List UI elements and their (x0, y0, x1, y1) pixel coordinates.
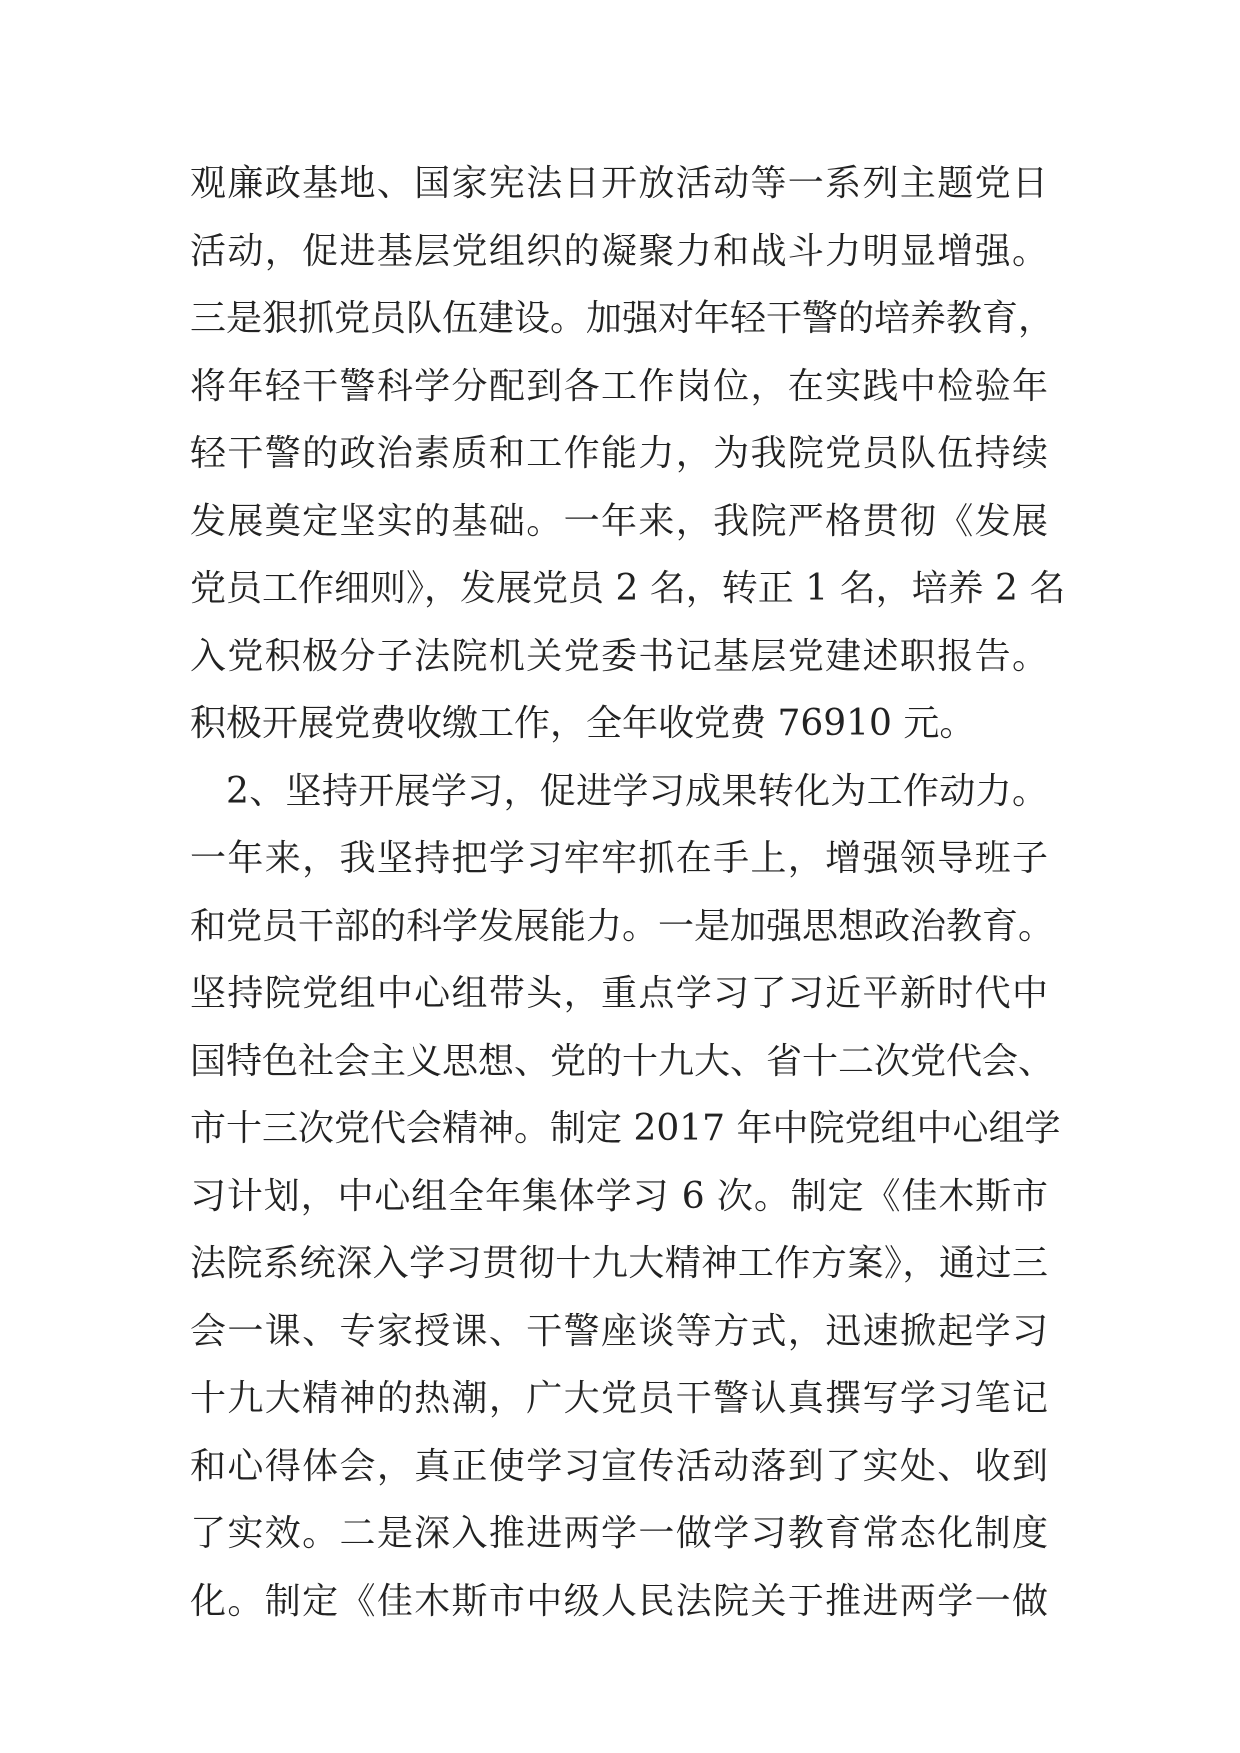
text-line: 一年来，我坚持把学习牢牢抓在手上，增强领导班子 (190, 838, 1048, 879)
text-line: 发展奠定坚实的基础。一年来，我院严格贯彻《发展 (190, 500, 1048, 542)
text-line: 和党员干部的科学发展能力。一是加强思想政治教育。 (190, 905, 1055, 947)
text-line: 入党积极分子法院机关党委书记基层党建述职报告。 (190, 635, 1048, 677)
text-line: 化。制定《佳木斯市中级人民法院关于推进两学一做 (190, 1580, 1048, 1622)
text-line: 观廉政基地、国家宪法日开放活动等一系列主题党日 (190, 163, 1048, 204)
text-line: 会一课、专家授课、干警座谈等方式，迅速掀起学习 (190, 1310, 1048, 1352)
text-line: 党员工作细则》，发展党员 2 名，转正 1 名，培养 2 名 (190, 568, 1066, 609)
text-line: 十九大精神的热潮，广大党员干警认真撰写学习笔记 (190, 1378, 1048, 1419)
text-line: 和心得体会，真正使学习宣传活动落到了实处、收到 (190, 1445, 1048, 1487)
text-line: 坚持院党组中心组带头，重点学习了习近平新时代中 (190, 973, 1048, 1014)
text-line: 轻干警的政治素质和工作能力，为我院党员队伍持续 (190, 433, 1048, 474)
text-line: 国特色社会主义思想、党的十九大、省十二次党代会、 (190, 1040, 1055, 1082)
text-line: 市十三次党代会精神。制定 2017 年中院党组中心组学 (190, 1108, 1061, 1149)
text-line: 法院系统深入学习贯彻十九大精神工作方案》，通过三 (190, 1243, 1048, 1284)
text-line: 三是狠抓党员队伍建设。加强对年轻干警的培养教育， (190, 298, 1055, 339)
text-line: 积极开展党费收缴工作，全年收党费 76910 元。 (190, 703, 976, 744)
text-line: 了实效。二是深入推进两学一做学习教育常态化制度 (190, 1513, 1048, 1554)
section-heading-line: 2、坚持开展学习，促进学习成果转化为工作动力。 (226, 770, 1048, 812)
body-text (190, 150, 1066, 1635)
text-line: 将年轻干警科学分配到各工作岗位，在实践中检验年 (190, 365, 1048, 407)
text-line: 习计划，中心组全年集体学习 6 次。制定《佳木斯市 (190, 1175, 1048, 1217)
text-line: 活动，促进基层党组织的凝聚力和战斗力明显增强。 (190, 230, 1048, 272)
